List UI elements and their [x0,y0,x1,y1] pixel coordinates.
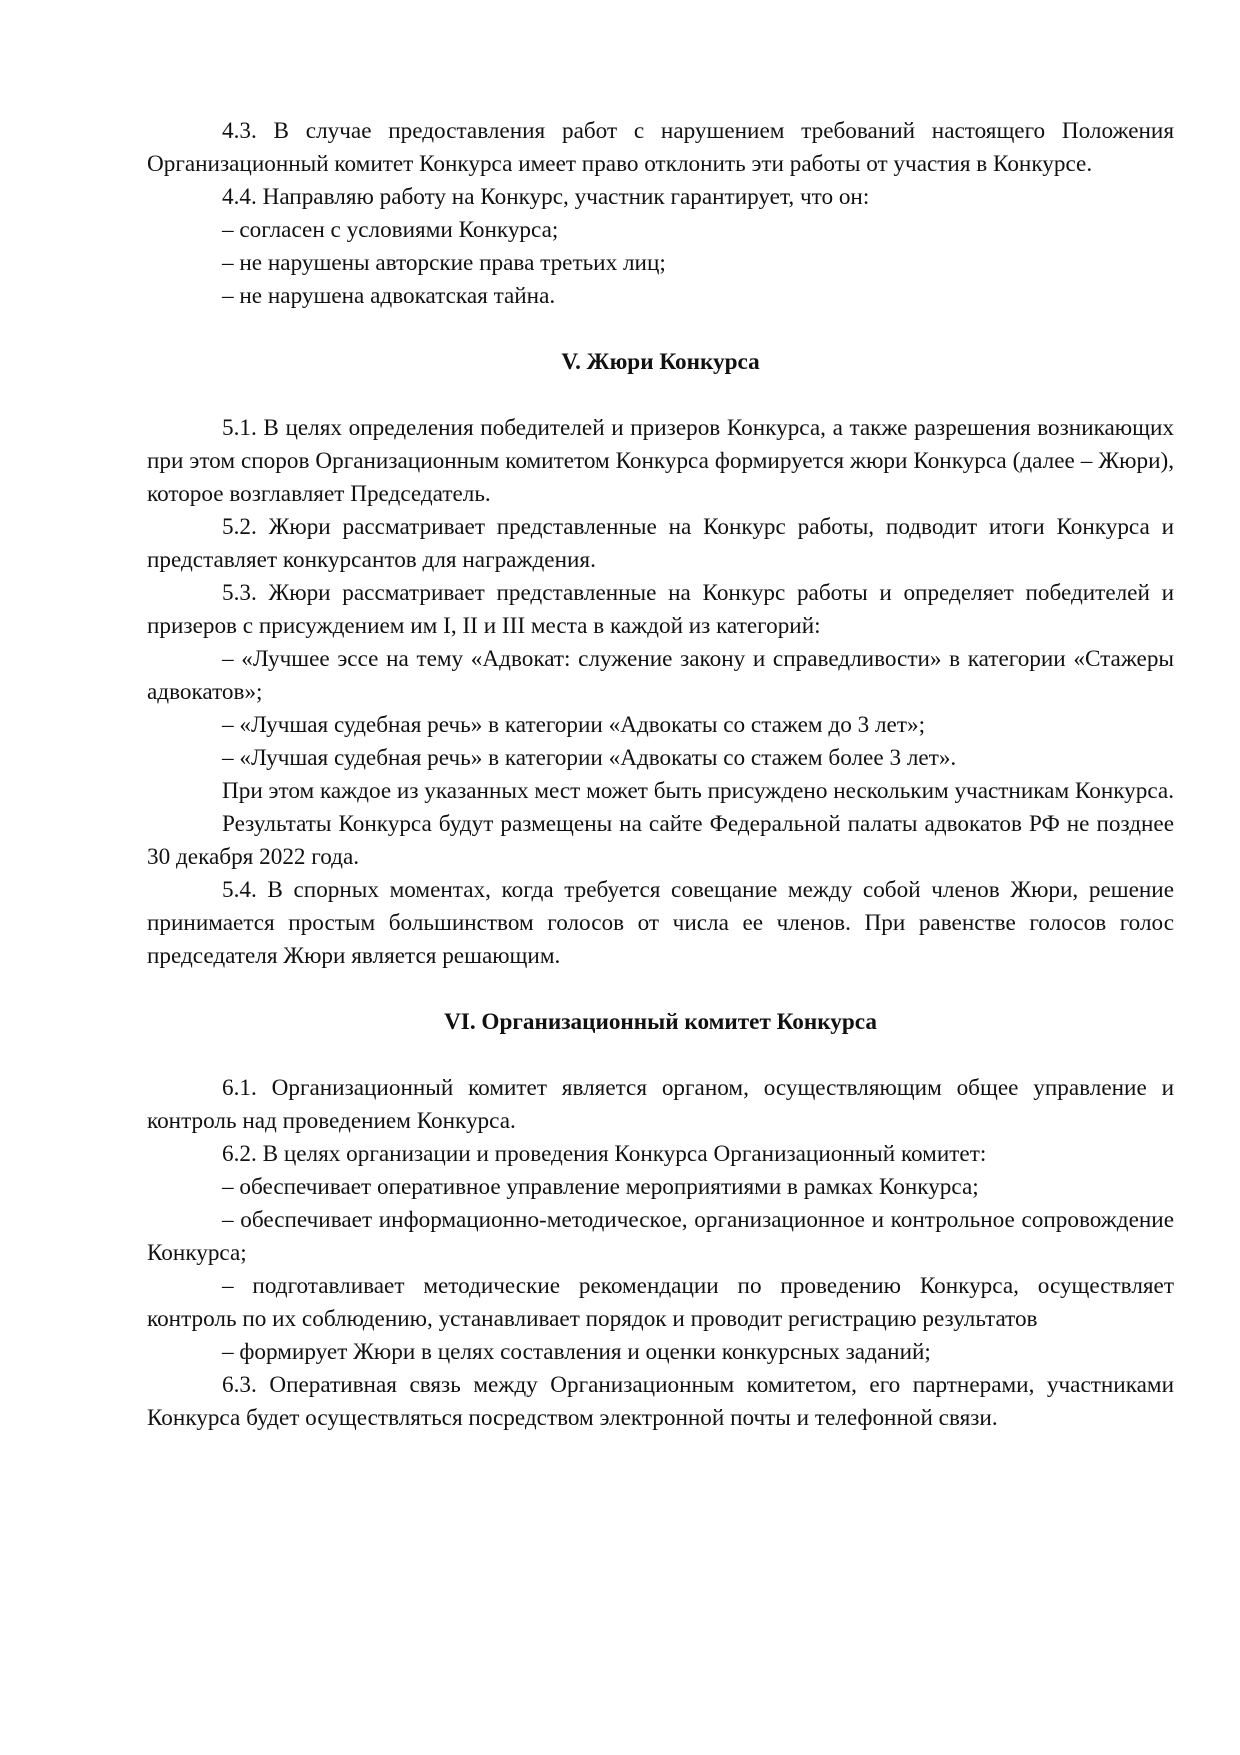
paragraph-4-4: 4.4. Направляю работу на Конкурс, участник гарантирует, что он: [222,184,870,210]
section-heading-jury: V. Жюри Конкурса [561,349,760,375]
section-heading-committee: VI. Организационный комитет Конкурса [444,1009,877,1035]
paragraph-6-3: 6.3. Оперативная связь между Организационным комитетом, его партнерами, участниками Конкурса будет осуществляться посредством электронной почты и телефонной связи. [147,1372,1174,1431]
paragraph-5-2: 5.2. Жюри рассматривает представленные на Конкурс работы, подводит итоги Конкурса и представляет конкурсантов для награждения. [147,514,1174,573]
list-item-management: – обеспечивает оперативное управление мероприятиями в рамках Конкурса; [222,1174,979,1200]
list-item-speech-junior: – «Лучшая судебная речь» в категории «Адвокаты со стажем до 3 лет»; [222,712,926,738]
paragraph-6-1: 6.1. Организационный комитет является органом, осуществляющим общее управление и контроль над проведением Конкурса. [147,1075,1174,1134]
list-item-consent: – согласен с условиями Конкурса; [222,217,559,243]
list-item-recommendations: – подготавливает методические рекомендации по проведению Конкурса, осуществляет контроль по их соблюдению, устанавливает порядок и проводит регистрацию результатов [147,1273,1174,1332]
document-page [147,115,1174,1435]
list-item-support: – обеспечивает информационно-методическое, организационное и контрольное сопровождение Конкурса; [147,1207,1174,1266]
list-item-copyright: – не нарушены авторские права третьих лиц; [222,250,666,276]
paragraph-results: Результаты Конкурса будут размещены на сайте Федеральной палаты адвокатов РФ не позднее 30 декабря 2022 года. [147,811,1174,870]
list-item-essay: – «Лучшее эссе на тему «Адвокат: служение закону и справедливости» в категории «Стажеры адвокатов»; [147,646,1174,705]
list-item-secrecy: – не нарушена адвокатская тайна. [222,283,556,309]
list-item-speech-senior: – «Лучшая судебная речь» в категории «Адвокаты со стажем более 3 лет». [222,745,957,771]
paragraph-places: При этом каждое из указанных мест может быть присуждено нескольким участникам Конкурса. [222,778,1175,804]
paragraph-5-3: 5.3. Жюри рассматривает представленные на Конкурс работы и определяет победителей и призеров с присуждением им I, II и III места в каждой из категорий: [147,580,1174,639]
paragraph-5-4: 5.4. В спорных моментах, когда требуется совещание между собой членов Жюри, решение принимается простым большинством голосов от числа ее членов. При равенстве голосов голос председателя Жюри является решающим. [147,877,1174,969]
paragraph-6-2: 6.2. В целях организации и проведения Конкурса Организационный комитет: [222,1141,987,1167]
paragraph-4-3: 4.3. В случае предоставления работ с нарушением требований настоящего Положения Организационный комитет Конкурса имеет право отклонить эти работы от участия в Конкурсе. [147,118,1174,177]
list-item-form-jury: – формирует Жюри в целях составления и оценки конкурсных заданий; [222,1339,931,1365]
paragraph-5-1: 5.1. В целях определения победителей и призеров Конкурса, а также разрешения возникающих при этом споров Организационным комитетом Конкурса формируется жюри Конкурса (далее – Жюри), которое возглавляет Председатель. [147,415,1174,507]
